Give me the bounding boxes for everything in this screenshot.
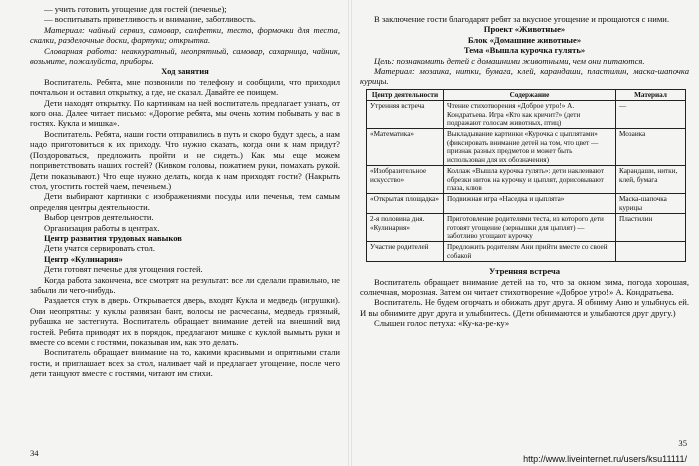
table-row: [367, 101, 686, 129]
table-cell: «Открытая площадка»: [367, 194, 444, 214]
table-cell: Коллаж «Вышла курочка гулять»: дети наклеивают обрезки ниток на курочку и цыплят, дорисовывают глаза, клюв: [444, 166, 616, 194]
project-title: Проект «Животные»: [483, 24, 566, 35]
table-cell: Приготовление родителями теста, из которого дети готовят угощение (зернышки для цыплят) — заботливо угощают курочку: [444, 214, 616, 242]
table-cell: Карандаши, нитки, клей, бумага: [616, 166, 686, 194]
subheading: Центр «Кулинария»: [44, 253, 123, 264]
paragraph: Воспитатель. Ребята, наши гости отправились в путь и скоро будут здесь, а нам надо приготовиться к их приходу. Что нужно сказать, когда они к нам придут? (Поздороваться, предложить пройти и не сидеть.) Как мы еще можем поприветствовать наших гостей? (Кивком головы, пожатием руки, помахать рукой. Дети показывают.) Что еще нужно делать, когда к нам приходят гости? (Накрыть стол, угостить гостей чаем, печеньем.): [30, 128, 340, 191]
table-cell: «Изобразительное искусство»: [367, 166, 444, 194]
text-line: — воспитывать приветливость и внимание, заботливость.: [44, 14, 256, 25]
paragraph: Воспитатель. Не будем огорчать и обижать друг друга. Я обниму Аню и улыбнусь ей. И вы обнимите друг друга и улыбнитесь. (Дети обнимаются и улыбаются друг другу.): [360, 297, 689, 318]
paragraph: Слышен голос петуха: «Ку-ка-ре-ку»: [374, 318, 510, 329]
table-cell: Участие родителей: [367, 242, 444, 262]
page-number: 34: [30, 448, 39, 458]
header-cell: Центр деятельности: [367, 89, 444, 100]
table-cell: [616, 242, 686, 262]
table-cell: Пластилин: [616, 214, 686, 242]
table-cell: Подвижная игра «Наседка и цыплята»: [444, 194, 616, 214]
table-cell: 2-я половина дня. «Кулинария»: [367, 214, 444, 242]
paragraph: Организация работы в центрах.: [44, 222, 160, 233]
goal-text: Цель: познакомить детей с домашними животными, чем они питаются.: [374, 55, 645, 66]
activity-table: [366, 89, 686, 262]
table-cell: —: [616, 101, 686, 129]
text-line: Материал: чайный сервиз, самовар, салфетки, тесто, формочки для теста, скалки, разделочные доски, фартуки; открытка.: [30, 24, 340, 46]
section-heading: Утренняя встреча: [489, 266, 560, 277]
table-row: [367, 194, 686, 214]
page-number: 35: [678, 438, 687, 448]
paragraph: Когда работа закончена, все смотрят на результат: все ли сделали правильно, не забыли ли чего-нибудь.: [30, 274, 340, 295]
table-cell: Чтение стихотворения «Доброе утро!» А. Кондратьева. Игра «Кто как кричит?» (дети подражают голосам животных, птиц): [444, 101, 616, 129]
table-row: [367, 214, 686, 242]
header-cell: Материал: [616, 89, 686, 100]
table-row: [367, 242, 686, 262]
paragraph: Дети находят открытку. По картинкам на ней воспитатель предлагает узнать, от кого она. Далее читает письмо: «Дорогие ребята, мы очень хотим побывать у вас в гостях. Кукла и мишка».: [30, 97, 340, 129]
table-cell: Маска-шапочка курицы: [616, 194, 686, 214]
text-line: Словарная работа: неаккуратный, неопрятный, самовар, сахарница, чайник, возьмите, пожалуйста, приборы.: [30, 45, 340, 67]
table-cell: Выкладывание картинки «Курочка с цыплятами» (фиксировать внимание детей на том, что цвет — признак разных предметов и может быть использован для их обозначения): [444, 129, 616, 166]
paragraph: Выбор центров деятельности.: [44, 212, 154, 223]
table-cell: Утренняя встреча: [367, 101, 444, 129]
table-row: [367, 166, 686, 194]
paragraph: Дети выбирают картинки с изображениями посуды или печенья, тем самым определяя центры деятельности.: [30, 191, 340, 212]
block-title: Блок «Домашние животные»: [467, 34, 582, 45]
paragraph: Дети готовят печенье для угощения гостей.: [44, 264, 203, 275]
theme-title: Тема «Вышла курочка гулять»: [463, 45, 586, 56]
table-cell: «Математика»: [367, 129, 444, 166]
table-cell: Предложить родителям Ани прийти вместе со своей собакой: [444, 242, 616, 262]
paragraph: Воспитатель обращает внимание детей на то, что за окном зима, погода хорошая, солнечная, морозная. Затем он читает стихотворение «Доброе утро!» А. Кондратьева.: [360, 276, 689, 297]
right-page: [352, 0, 699, 466]
subheading: Центр развития трудовых навыков: [44, 232, 182, 243]
watermark-url: http://www.liveinternet.ru/users/ksu11111/: [523, 454, 687, 464]
table-row: [367, 129, 686, 166]
paragraph: Дети учатся сервировать стол.: [44, 243, 155, 254]
left-page: [0, 0, 348, 466]
table-header-row: [367, 89, 686, 100]
paragraph: Воспитатель. Ребята, мне позвонили по телефону и сообщили, что приходил почтальон и оставил открытку, а где, не сказал. Давайте ее поищем.: [30, 76, 340, 98]
header-cell: Содержание: [444, 89, 616, 100]
paragraph: Воспитатель обращает внимание на то, какими красивыми и опрятными стали гости, и приглашает всех за стол, наливает чай и предлагает угощение, после чего дети танцуют вместе с гостями, читают им стихи.: [30, 347, 340, 379]
paragraph: В заключение гости благодарят ребят за вкусное угощение и прощаются с ними.: [374, 14, 670, 24]
section-heading: Ход занятия: [161, 66, 209, 77]
material-text: Материал: мозаика, нитки, бумага, клей, карандаши, пластилин, маска-шапочка курицы.: [360, 66, 689, 87]
paragraph: Раздается стук в дверь. Открывается дверь, входят Кукла и медведь (игрушки). Они неопрятны: у куклы развязан бант, волосы не расчесаны, медведь грязный, рубашка не застегнута. Воспитатель обращает внимание детей на внешний вид гостей. Ребята приводят их в порядок, предлагают мишке с куклой вымыть руки и вместе со всеми с гостями, показывая им, как это делать.: [30, 295, 340, 347]
table-cell: Мозаика: [616, 129, 686, 166]
text-line: — учить готовить угощение для гостей (печенье);: [44, 4, 227, 14]
